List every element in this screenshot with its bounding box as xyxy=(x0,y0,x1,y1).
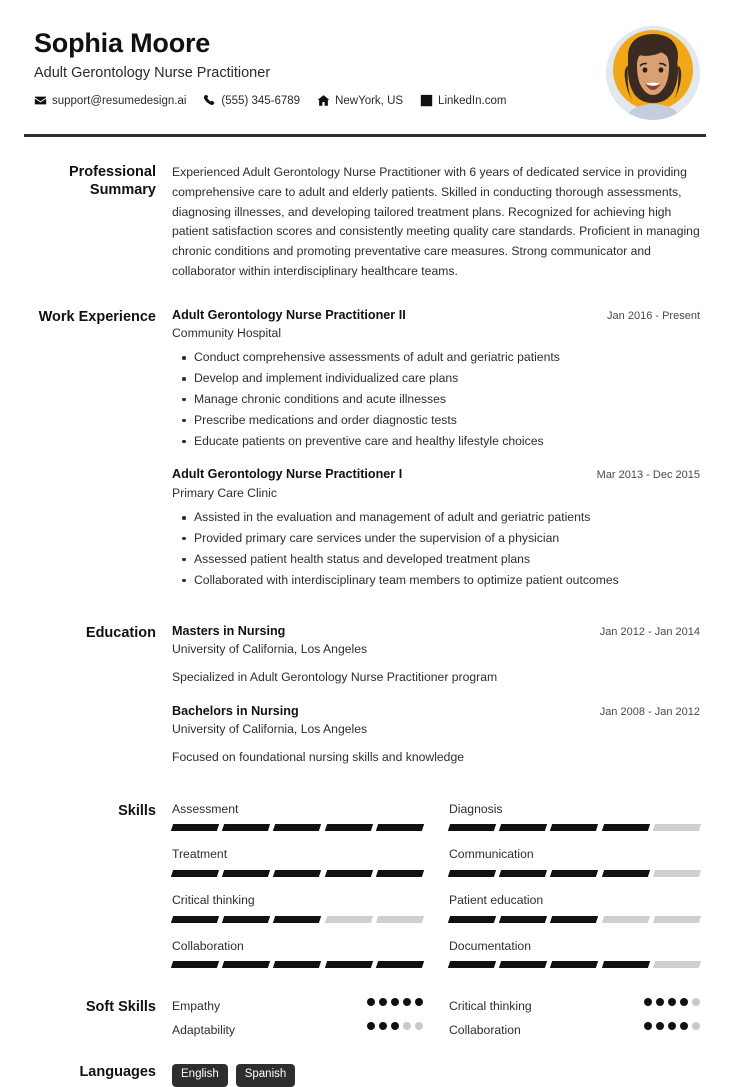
skill-level-segment xyxy=(273,824,321,831)
skill-level-segment xyxy=(222,916,270,923)
skill-level-segment xyxy=(222,870,270,877)
education-entry xyxy=(172,624,700,686)
skill-item xyxy=(172,847,423,877)
skill-level-segment xyxy=(273,870,321,877)
experience-job-title: Adult Gerontology Nurse Practitioner I xyxy=(172,467,403,482)
experience-entry xyxy=(172,308,700,450)
soft-skills-body xyxy=(172,998,706,1037)
section-label-summary: Professional Summary xyxy=(68,164,156,199)
skill-level-bar xyxy=(172,961,423,968)
rating-dot xyxy=(391,998,399,1006)
soft-skill-item xyxy=(172,1022,423,1038)
skill-level-segment xyxy=(550,870,598,877)
skill-item xyxy=(172,893,423,923)
skill-level-segment xyxy=(171,870,219,877)
rating-dot xyxy=(692,1022,700,1030)
section-label-skills: Skills xyxy=(118,802,156,819)
soft-skills-grid xyxy=(172,998,700,1037)
soft-skill-name: Adaptability xyxy=(172,1022,236,1037)
skill-level-segment xyxy=(448,824,496,831)
skill-name: Collaboration xyxy=(172,938,244,953)
languages-body xyxy=(172,1063,706,1086)
summary-text: Experienced Adult Gerontology Nurse Practitioner with 6 years of dedicated service in providing comprehensive care to adult and elderly patients. Skilled in conducting thorough assessments, diagnosing illnesses, and developing tailored treatment plans. Recognized for achieving high patient satisfaction scores and consistently meeting quality care standards. Proficient in managing chronic conditions and promoting preventative care measures. Strong communicator and collaborator within interdisciplinary healthcare teams. xyxy=(172,165,700,278)
experience-employer: Primary Care Clinic xyxy=(172,486,277,501)
soft-skill-item xyxy=(172,998,423,1014)
education-school: University of California, Los Angeles xyxy=(172,722,368,737)
experience-bullets xyxy=(172,510,700,588)
skill-name: Treatment xyxy=(172,847,228,862)
skill-level-segment xyxy=(550,916,598,923)
rating-dot xyxy=(644,1022,652,1030)
skill-level-segment xyxy=(324,961,372,968)
avatar-wrap xyxy=(606,26,700,120)
rating-dot xyxy=(415,998,423,1006)
education-date: Jan 2012 - Jan 2014 xyxy=(599,625,700,638)
skill-level-segment xyxy=(601,961,649,968)
section-soft-skills xyxy=(24,998,706,1037)
experience-entry-head xyxy=(172,467,700,483)
list-item: Conduct comprehensive assessments of adult and geriatric patients xyxy=(194,350,700,366)
section-label-experience: Work Experience xyxy=(38,308,156,325)
contact-phone[interactable] xyxy=(203,94,300,107)
contact-location[interactable] xyxy=(317,94,403,107)
language-list xyxy=(172,1063,700,1086)
skill-level-bar xyxy=(172,870,423,877)
skill-level-segment xyxy=(273,916,321,923)
experience-date: Jan 2016 - Present xyxy=(607,309,700,322)
skill-level-segment xyxy=(550,824,598,831)
skill-level-bar xyxy=(449,961,700,968)
skill-level-bar xyxy=(449,916,700,923)
section-languages xyxy=(24,1063,706,1086)
skill-item xyxy=(449,847,700,877)
education-note: Specialized in Adult Gerontology Nurse Practitioner program xyxy=(172,670,498,685)
soft-skill-name: Critical thinking xyxy=(449,999,532,1014)
summary-body xyxy=(172,163,706,282)
skill-level-segment xyxy=(499,916,547,923)
skill-name: Diagnosis xyxy=(449,801,503,816)
skill-level-segment xyxy=(324,824,372,831)
skill-name: Critical thinking xyxy=(172,892,255,907)
contact-row xyxy=(34,94,606,107)
contact-linkedin-text: LinkedIn.com xyxy=(438,94,507,107)
rating-dot xyxy=(668,998,676,1006)
section-work-experience xyxy=(24,308,706,594)
skill-level-segment xyxy=(653,916,701,923)
header-identity xyxy=(24,28,606,107)
skill-name: Communication xyxy=(449,847,534,862)
section-professional-summary xyxy=(24,163,706,282)
rating-dot xyxy=(680,1022,688,1030)
experience-bullets xyxy=(172,350,700,449)
experience-body xyxy=(172,308,706,594)
page-title: Sophia Moore xyxy=(34,28,211,58)
soft-skill-rating xyxy=(367,1022,423,1030)
list-item: Provided primary care services under the supervision of a physician xyxy=(194,531,700,547)
skill-level-segment xyxy=(222,961,270,968)
experience-employer: Community Hospital xyxy=(172,326,282,341)
skill-level-segment xyxy=(273,961,321,968)
skill-level-segment xyxy=(601,916,649,923)
contact-phone-text: (555) 345-6789 xyxy=(221,94,301,107)
education-body xyxy=(172,624,706,770)
phone-icon xyxy=(203,94,216,107)
education-entry-head xyxy=(172,704,700,720)
experience-entry-head xyxy=(172,308,700,324)
rating-dot xyxy=(668,1022,676,1030)
skill-item xyxy=(449,893,700,923)
skill-level-segment xyxy=(324,916,372,923)
skill-name: Patient education xyxy=(449,892,544,907)
list-item: Prescribe medications and order diagnostic tests xyxy=(194,413,700,429)
skill-level-segment xyxy=(324,870,372,877)
education-note: Focused on foundational nursing skills and knowledge xyxy=(172,750,465,765)
header-divider xyxy=(24,134,706,137)
skills-body xyxy=(172,802,706,969)
skill-level-segment xyxy=(222,824,270,831)
skill-level-segment xyxy=(448,961,496,968)
list-item: Manage chronic conditions and acute illnesses xyxy=(194,392,700,408)
section-label-education: Education xyxy=(85,624,156,641)
skill-level-bar xyxy=(449,870,700,877)
rating-dot xyxy=(644,998,652,1006)
education-degree: Bachelors in Nursing xyxy=(172,703,299,718)
rating-dot xyxy=(403,998,411,1006)
soft-skill-rating xyxy=(644,998,700,1006)
skill-level-segment xyxy=(448,916,496,923)
education-date: Jan 2008 - Jan 2012 xyxy=(599,705,700,718)
skill-level-segment xyxy=(550,961,598,968)
skill-level-segment xyxy=(171,961,219,968)
email-icon xyxy=(34,94,47,107)
skill-level-segment xyxy=(653,870,701,877)
rating-dot xyxy=(379,1022,387,1030)
skill-level-segment xyxy=(499,961,547,968)
contact-location-text: NewYork, US xyxy=(335,94,404,107)
soft-skill-name: Collaboration xyxy=(449,1022,521,1037)
list-item: Develop and implement individualized care plans xyxy=(194,371,700,387)
section-education xyxy=(24,624,706,770)
experience-date: Mar 2013 - Dec 2015 xyxy=(596,469,700,482)
section-label-soft-skills: Soft Skills xyxy=(85,999,156,1016)
list-item: Assisted in the evaluation and management of adult and geriatric patients xyxy=(194,510,700,526)
education-entry xyxy=(172,704,700,766)
soft-skill-rating xyxy=(644,1022,700,1030)
rating-dot xyxy=(391,1022,399,1030)
skill-level-segment xyxy=(653,824,701,831)
skill-level-segment xyxy=(653,961,701,968)
skill-name: Assessment xyxy=(172,801,239,816)
resume-header xyxy=(24,0,706,120)
soft-skill-name: Empathy xyxy=(172,999,221,1014)
skill-level-bar xyxy=(172,916,423,923)
skill-item xyxy=(172,802,423,832)
soft-skill-item xyxy=(449,1022,700,1038)
skill-name: Documentation xyxy=(449,938,531,953)
linkedin-icon xyxy=(420,94,433,107)
rating-dot xyxy=(379,998,387,1006)
soft-skill-item xyxy=(449,998,700,1014)
contact-linkedin[interactable] xyxy=(420,94,506,107)
rating-dot xyxy=(367,998,375,1006)
skill-level-segment xyxy=(601,870,649,877)
section-skills xyxy=(24,802,706,969)
skill-level-segment xyxy=(601,824,649,831)
contact-email-text: support@resumedesign.ai xyxy=(52,94,187,107)
language-chip: Spanish xyxy=(236,1064,296,1086)
skill-level-segment xyxy=(376,824,424,831)
rating-dot xyxy=(692,998,700,1006)
skill-level-segment xyxy=(171,824,219,831)
rating-dot xyxy=(367,1022,375,1030)
rating-dot xyxy=(415,1022,423,1030)
skill-level-segment xyxy=(376,916,424,923)
list-item: Assessed patient health status and developed treatment plans xyxy=(194,552,700,568)
list-item: Educate patients on preventive care and healthy lifestyle choices xyxy=(194,434,700,450)
experience-job-title: Adult Gerontology Nurse Practitioner II xyxy=(172,307,406,322)
rating-dot xyxy=(656,1022,664,1030)
rating-dot xyxy=(680,998,688,1006)
skills-grid xyxy=(172,802,700,969)
skill-level-segment xyxy=(376,961,424,968)
skill-level-segment xyxy=(499,870,547,877)
contact-email[interactable] xyxy=(34,94,186,107)
language-chip: English xyxy=(172,1064,228,1086)
skill-level-segment xyxy=(376,870,424,877)
avatar xyxy=(606,26,700,120)
list-item: Collaborated with interdisciplinary team members to optimize patient outcomes xyxy=(194,573,700,589)
rating-dot xyxy=(403,1022,411,1030)
job-title: Adult Gerontology Nurse Practitioner xyxy=(34,65,271,82)
education-degree: Masters in Nursing xyxy=(172,623,286,638)
education-school: University of California, Los Angeles xyxy=(172,642,368,657)
section-label-languages: Languages xyxy=(79,1064,156,1081)
skill-item xyxy=(449,939,700,969)
skill-level-segment xyxy=(448,870,496,877)
education-entry-head xyxy=(172,624,700,640)
skill-level-segment xyxy=(171,916,219,923)
home-icon xyxy=(317,94,330,107)
skill-level-segment xyxy=(499,824,547,831)
soft-skill-rating xyxy=(367,998,423,1006)
skill-level-bar xyxy=(449,824,700,831)
experience-entry xyxy=(172,467,700,588)
skill-item xyxy=(172,939,423,969)
skill-level-bar xyxy=(172,824,423,831)
rating-dot xyxy=(656,998,664,1006)
skill-item xyxy=(449,802,700,832)
